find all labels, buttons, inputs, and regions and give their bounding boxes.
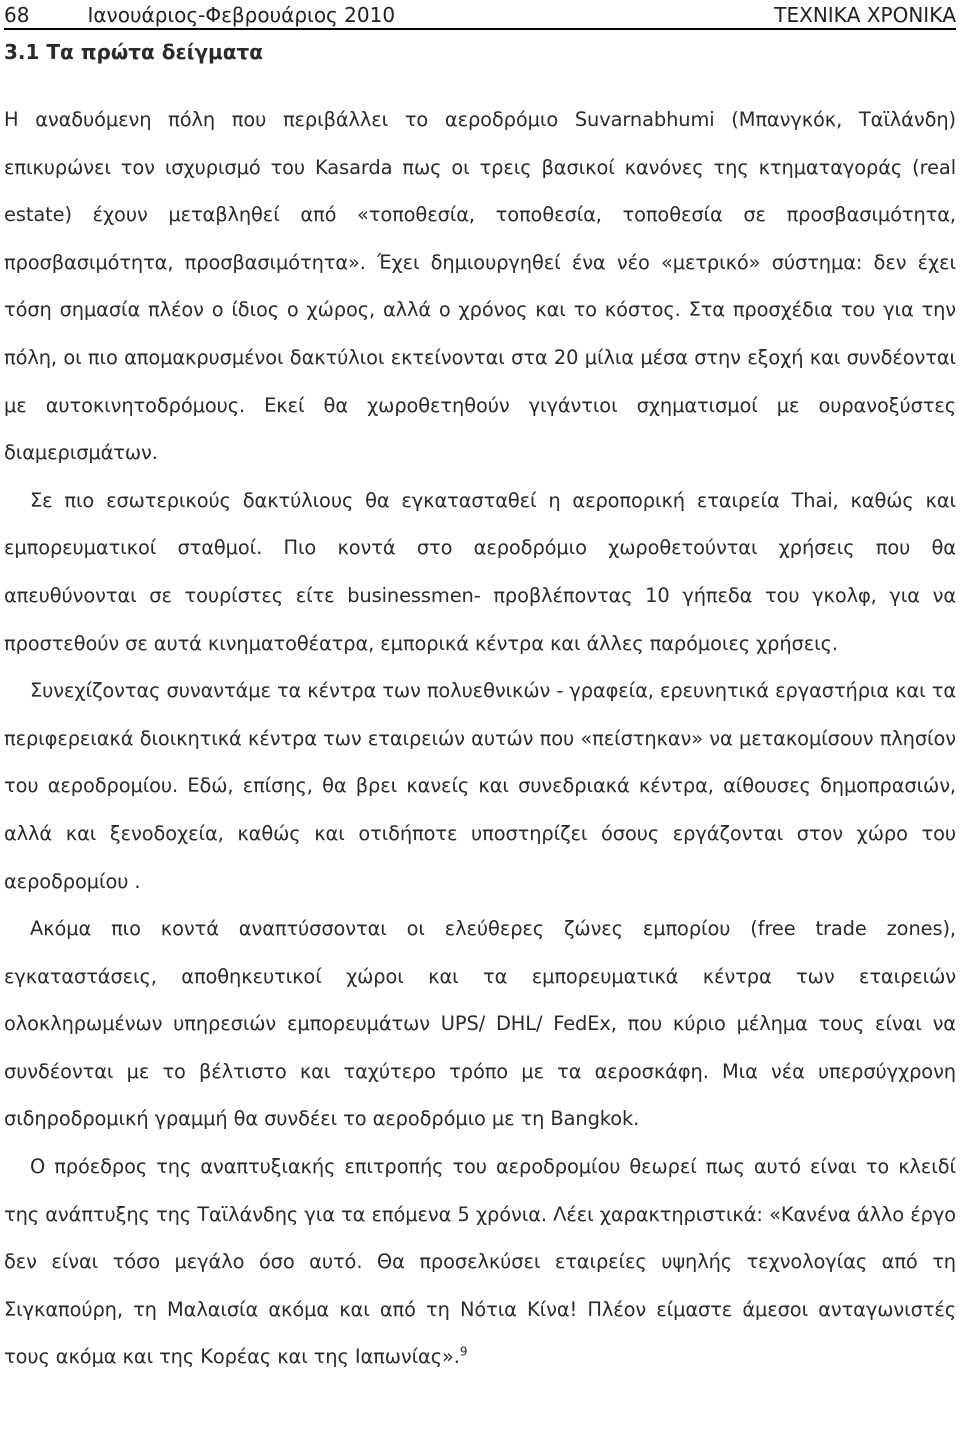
paragraph-2: Σε πιο εσωτερικούς δακτύλιους θα εγκατασταθεί η αεροπορική εταιρεία Thai, καθώς και εμπορευματικοί σταθμοί. Πιο κοντά στο αεροδρόμιο χωροθετούνται χρήσεις που θα απευθύνονται σε τουρίστες είτε businessmen- προβλέποντας 10 γήπεδα του γκολφ, για να προστεθούν σε αυτά κινηματοθέατρα, εμπορικά κέντρα και άλλες παρόμοιες χρήσεις. bbox=[4, 488, 956, 655]
header-left-group bbox=[4, 2, 395, 28]
page-number: 68 bbox=[4, 3, 30, 27]
paragraph-3: Συνεχίζοντας συναντάμε τα κέντρα των πολυεθνικών - γραφεία, ερευνητικά εργαστήρια και τα περιφερειακά διοικητικά κέντρα των εταιρειών αυτών που «πείστηκαν» να μετακομίσουν πλησίον του αεροδρομίου. Εδώ, επίσης, θα βρει κανείς και συνεδριακά κέντρα, αίθουσες δημοπρασιών, αλλά και ξενοδοχεία, καθώς και οτιδήποτε υποστηρίζει όσους εργάζονται στον χώρο του αεροδρομίου . bbox=[4, 679, 956, 893]
paragraph-5 bbox=[4, 1143, 956, 1381]
journal-name: ΤΕΧΝΙΚΑ ΧΡΟΝΙΚΑ bbox=[774, 3, 956, 27]
running-header bbox=[4, 0, 956, 30]
footnote-marker[interactable]: 9 bbox=[459, 1344, 468, 1359]
paragraph-1: Η αναδυόμενη πόλη που περιβάλλει το αεροδρόμιο Suvarnabhumi (Μπανγκόκ, Ταϊλάνδη) επικυρώνει τον ισχυρισμό του Kasarda πως οι τρεις βασικοί κανόνες της κτηματαγοράς (real estate) έχουν μεταβληθεί από «τοποθεσία, τοποθεσία, τοποθεσία σε προσβασιμότητα, προσβασιμότητα, προσβασιμότητα». Έχει δημιουργηθεί ένα νέο «μετρικό» σύστημα: δεν έχει τόση σημασία πλέον ο ίδιος ο χώρος, αλλά ο χρόνος και το κόστος. Στα προσχέδια του για την πόλη, οι πιο απομακρυσμένοι δακτύλιοι εκτείνονται στα 20 μίλια μέσα στην εξοχή και συνδέονται με αυτοκινητοδρόμους. Εκεί θα χωροθετηθούν γιγάντιοι σχηματισμοί με ουρανοξύστες διαμερισμάτων. bbox=[4, 108, 956, 465]
section-title: 3.1 Τα πρώτα δείγματα bbox=[4, 40, 263, 64]
body-text bbox=[4, 96, 956, 1381]
issue-date: Ιανουάριος-Φεβρουάριος 2010 bbox=[87, 3, 396, 27]
paragraph-5-text: Ο πρόεδρος της αναπτυξιακής επιτροπής του αεροδρομίου θεωρεί πως αυτό είναι το κλειδί της ανάπτυξης της Ταϊλάνδης για τα επόμενα 5 χρόνια. Λέει χαρακτηριστικά: «Κανένα άλλο έργο δεν είναι τόσο μεγάλο όσο αυτό. Θα προσελκύσει εταιρείες υψηλής τεχνολογίας από τη Σιγκαπούρη, τη Μαλαισία ακόμα και από τη Νότια Κίνα! Πλέον είμαστε άμεσοι ανταγωνιστές τους ακόμα και της Κορέας και της Ιαπωνίας». bbox=[4, 1155, 956, 1369]
paragraph-4: Ακόμα πιο κοντά αναπτύσσονται οι ελεύθερες ζώνες εμπορίου (free trade zones), εγκαταστάσεις, αποθηκευτικοί χώροι και τα εμπορευματικά κέντρα των εταιρειών ολοκληρωμένων υπηρεσιών εμπορευμάτων UPS/ DHL/ FedEx, που κύριο μέλημα τους είναι να συνδέονται με το βέλτιστο και ταχύτερο τρόπο με τα αεροσκάφη. Μια νέα υπερσύγχρονη σιδηροδρομική γραμμή θα συνδέει το αεροδρόμιο με τη Bangkok. bbox=[4, 917, 956, 1131]
